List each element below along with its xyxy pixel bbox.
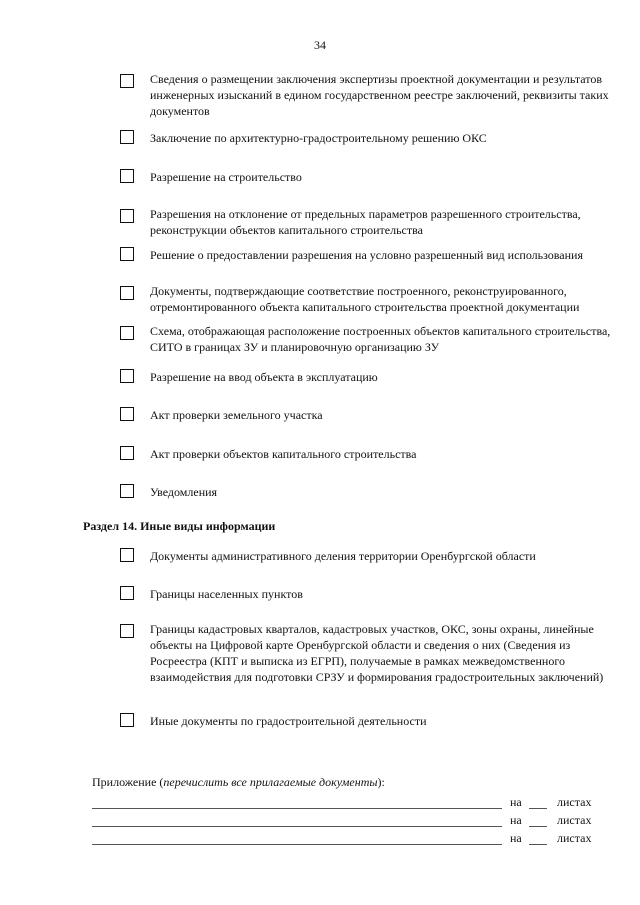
checklist-item-label: Акт проверки объектов капитального строительства [150,447,417,461]
attachment-sheets-label: листах [557,795,592,809]
checkbox[interactable] [120,247,134,261]
attachment-sheets-label: листах [557,813,592,827]
attachment-na: на [510,795,522,809]
checklist-item-label: Иные документы по градостроительной деятельности [150,714,427,728]
attachment-row [92,795,602,811]
attachment-label-suffix: ): [377,775,385,789]
checklist-item-label: Границы кадастровых кварталов, кадастровых участков, ОКС, зоны охраны, линейные объекты на Цифровой карте Оренбургской области и сведения о них (Сведения из Росреестра (КПТ и выписка из ЕГРП), получаемые в рамках межведомственного взаимодействия для подготовки СРЗУ и формирования градостроительных заключений) [150,622,604,684]
checkbox[interactable] [120,713,134,727]
checklist-item-label: Уведомления [150,485,218,499]
attachment-document-line[interactable] [92,844,502,845]
checkbox[interactable] [120,407,134,421]
attachment-sheets-label: листах [557,831,592,845]
checkbox[interactable] [120,446,134,460]
attachment-sheet-count-line[interactable] [529,826,547,827]
attachment-na: на [510,831,522,845]
section-heading [83,519,275,534]
attachment-row [92,813,602,829]
checklist-item-label: Разрешение на ввод объекта в эксплуатацию [150,370,378,384]
attachment-na: на [510,813,522,827]
checkbox[interactable] [120,484,134,498]
checkbox[interactable] [120,169,134,183]
checklist-item-label: Заключение по архитектурно-градостроительному решению ОКС [150,131,487,145]
attachment-row [92,831,602,847]
attachment-label-hint: перечислить все прилагаемые документы [163,775,378,789]
attachment-label-prefix: Приложение ( [92,775,164,789]
section-number: Раздел 14 [83,519,135,533]
checklist-item-label: Разрешение на строительство [150,170,302,184]
checkbox[interactable] [120,369,134,383]
checkbox[interactable] [120,586,134,600]
checklist-item-label: Сведения о размещении заключения экспертизы проектной документации и результатов инженерных изысканий в едином государственном реестре заключений, реквизиты таких документов [150,72,609,118]
attachment-document-line[interactable] [92,808,502,809]
section-title: . Иные виды информации [134,519,276,533]
checkbox[interactable] [120,74,134,88]
checkbox[interactable] [120,286,134,300]
checklist-item-label: Разрешения на отклонение от предельных параметров разрешенного строительства, реконструкции объектов капитального строительства [150,207,581,237]
attachment-sheet-count-line[interactable] [529,808,547,809]
checklist-item-label: Документы, подтверждающие соответствие построенного, реконструированного, отремонтированного объекта капитального строительства проектной документации [150,284,580,314]
checkbox[interactable] [120,209,134,223]
attachment-document-line[interactable] [92,826,502,827]
checklist-item-label: Документы административного деления территории Оренбургской области [150,549,536,563]
page-number: 34 [314,38,326,52]
checkbox[interactable] [120,326,134,340]
checkbox[interactable] [120,130,134,144]
checklist-item-label: Границы населенных пунктов [150,587,303,601]
checkbox[interactable] [120,624,134,638]
attachment-sheet-count-line[interactable] [529,844,547,845]
checklist-item-label: Акт проверки земельного участка [150,408,323,422]
checkbox[interactable] [120,548,134,562]
attachment-label [92,775,385,790]
checklist-item-label: Решение о предоставлении разрешения на условно разрешенный вид использования [150,248,583,262]
checklist-item-label: Схема, отображающая расположение построенных объектов капитального строительства, СИТО в границах ЗУ и планировочную организацию ЗУ [150,324,611,354]
